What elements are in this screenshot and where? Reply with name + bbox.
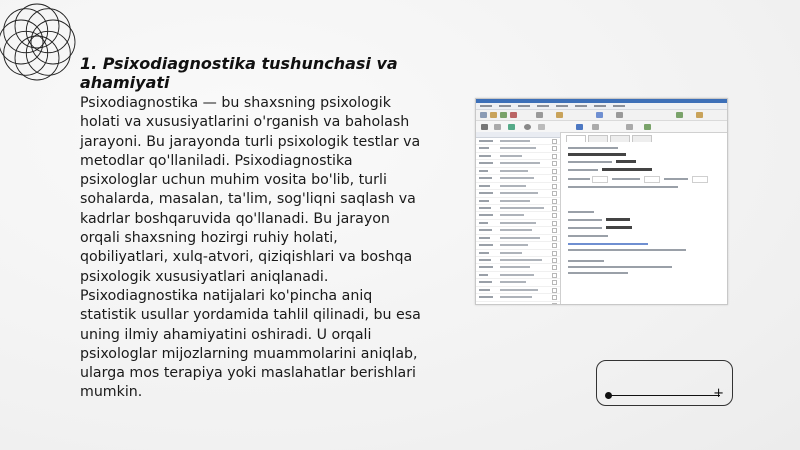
circular-ornament-icon <box>0 0 80 84</box>
body-paragraph: Psixodiagnostika — bu shaxsning psixologik holati va xususiyatlarini o'rganish va baholash jarayoni. Bu jarayonda turli psixologik testlar va metodlar qo'llaniladi. Psixodiagnostika psixologlar uchun muhim vosita bo'lib, turli sohalarda, masalan, ta'lim, sog'liqni saqlash va kadrlar boshqaruvida qo'llanadi. Bu jarayon orqali shaxsning hozirgi ruhiy holati, qobiliyatlari, xulq-atvori, qiziqishlari va boshqa psixologik xususiyatlari aniqlanadi. Psixodiagnostika natijalari ko'pincha aniq statistik usullar yordamida tahlil qilinadi, bu esa uning ilmiy ahamiyatini oshiradi. U orqali psixologlar mijozlarning muammolarini aniqlab, ularga mos terapiya yoki maslahatlar berishlari mumkin. <box>80 95 421 401</box>
plus-icon[interactable]: + <box>713 386 724 401</box>
screenshot-menubar <box>476 103 727 110</box>
dot-icon[interactable] <box>605 392 612 399</box>
slide-title: 1. Psixodiagnostika tushunchasi va ahamiyati <box>80 54 398 92</box>
timeline-track <box>608 395 720 396</box>
screenshot-toolbar <box>476 110 727 121</box>
timeline-control[interactable] <box>596 360 733 406</box>
screenshot-record-list <box>476 132 561 304</box>
screenshot-record-detail <box>566 135 723 304</box>
software-screenshot <box>475 98 728 305</box>
